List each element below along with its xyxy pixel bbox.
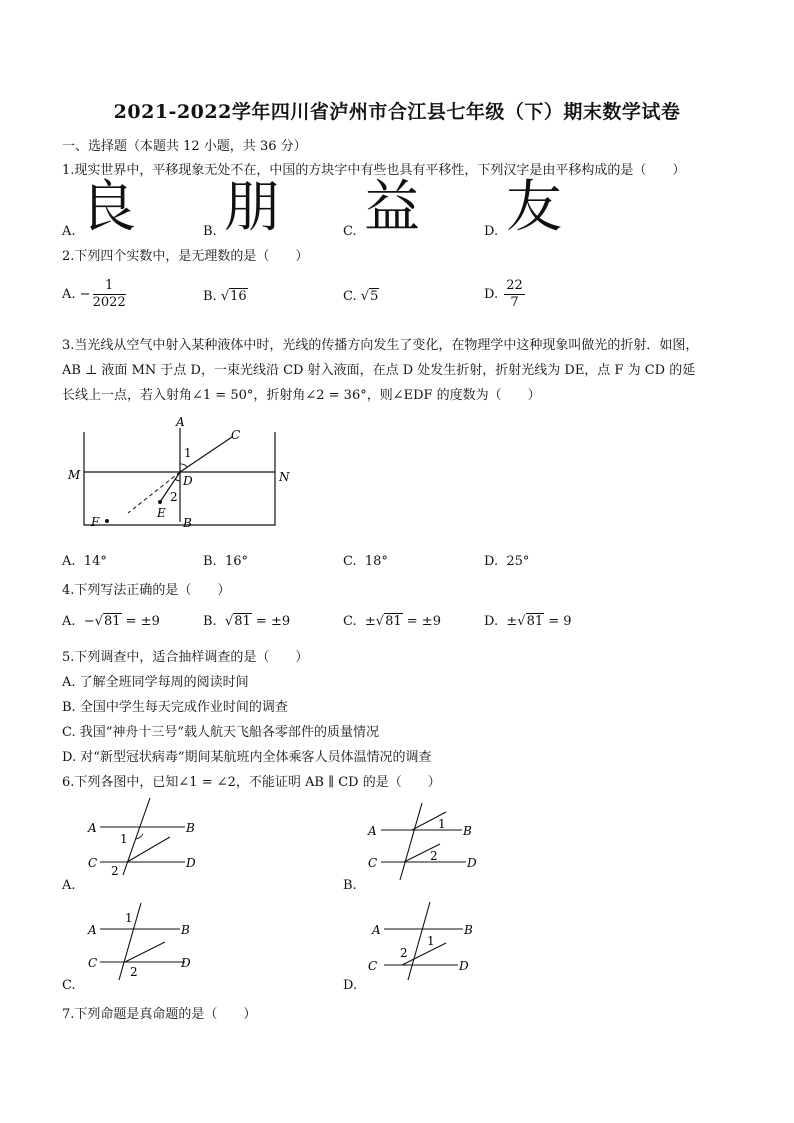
refraction-figure	[60, 410, 300, 540]
q5-option-c: C. 我国“神舟十三号”载人航天飞船各零部件的质量情况	[62, 725, 380, 740]
q4-option-b-label: B.	[203, 614, 217, 629]
q4-option-b	[203, 614, 290, 629]
question-7-stem: 7.下列命题是真命题的是（ ）	[62, 1007, 257, 1022]
q3-option-c-text: 18°	[364, 554, 388, 569]
q2-d-denominator: 7	[510, 295, 519, 310]
q1-option-a-char: 良	[80, 175, 136, 240]
fig-c-label-2: 2	[130, 965, 138, 979]
question-1-stem: 1.现实世界中，平移现象无处不在，中国的方块字中有些也具有平移性，下列汉字是由平移构成的是（ ）	[62, 163, 686, 178]
q5-option-b: B. 全国中学生每天完成作业时间的调查	[62, 700, 288, 715]
section-heading: 一、选择题（本题共 12 小题，共 36 分）	[62, 139, 307, 154]
q6-option-b-label: B.	[343, 878, 357, 893]
fig-a-label-b: B	[186, 821, 195, 835]
label-d: D	[183, 474, 193, 488]
q3-option-b-text: 16°	[224, 554, 248, 569]
q4-d-radicand: 81	[526, 614, 544, 629]
label-b: B	[183, 516, 192, 530]
angle-2-arc	[175, 479, 180, 481]
q2-option-b-sqrt: √16	[220, 289, 247, 304]
q2-option-b-label: B.	[203, 289, 217, 304]
q4-option-d	[484, 614, 572, 629]
fig-d-label-c: C	[368, 959, 378, 973]
q2-option-a-fraction	[93, 278, 126, 311]
fig-a-label-1: 1	[120, 832, 128, 846]
q3-option-c	[343, 554, 388, 569]
q2-option-d-fraction	[504, 278, 525, 311]
q3-option-d-text: 25°	[506, 554, 530, 569]
point-f	[105, 519, 109, 523]
fig-c-label-b: B	[181, 923, 190, 937]
q4-option-a-prefix: −	[83, 614, 95, 629]
q2-option-c-label: C.	[343, 289, 357, 304]
fig-b-label-2: 2	[430, 849, 438, 863]
q4-option-c	[343, 614, 441, 629]
page-title: 2021-2022学年四川省泸州市合江县七年级（下）期末数学试卷	[113, 101, 681, 123]
angle-1-arc	[180, 464, 187, 467]
slanted-line	[125, 942, 165, 962]
q1-option-d-char: 友	[506, 175, 562, 240]
fig-d-label-a: A	[372, 923, 381, 937]
slanted-line	[127, 837, 170, 862]
q2-a-numerator: 1	[93, 278, 126, 295]
q4-a-radicand: 81	[104, 614, 121, 629]
q2-option-c-sqrt: √5	[360, 289, 379, 304]
q4-option-d-sqrt: √81	[517, 614, 544, 629]
q4-option-c-rhs: = ±9	[402, 614, 441, 629]
q6-option-a-label: A.	[62, 878, 76, 893]
q4-option-a-label: A.	[62, 614, 76, 629]
q1-option-b-label: B.	[203, 224, 217, 239]
question-2-stem: 2.下列四个实数中，是无理数的是（ ）	[62, 249, 309, 264]
q6-option-d-label: D.	[343, 978, 358, 993]
q4-option-d-label: D.	[484, 614, 499, 629]
q2-b-radicand: 16	[230, 289, 247, 304]
q4-option-a-rhs: = ±9	[121, 614, 160, 629]
q3-option-c-label: C.	[343, 554, 357, 569]
fig-b-label-1: 1	[438, 817, 446, 831]
q4-b-radicand: 81	[234, 614, 251, 629]
q2-a-denominator: 2022	[92, 295, 126, 310]
q6-figure-c	[85, 898, 215, 983]
point-e	[158, 500, 162, 504]
fig-b-label-d: D	[467, 856, 477, 870]
transversal	[400, 803, 422, 880]
fig-c-label-d: D	[181, 956, 191, 970]
q2-option-a-label: A.	[62, 287, 76, 302]
q6-figure-a	[85, 795, 215, 880]
q2-c-radicand: 5	[370, 289, 379, 304]
q3-option-a-label: A.	[62, 554, 76, 569]
q6-figure-b	[366, 800, 496, 885]
label-a: A	[176, 415, 185, 429]
q3-option-b-label: B.	[203, 554, 217, 569]
q1-option-d-label: D.	[484, 224, 499, 239]
q5-option-d: D. 对“新型冠状病毒”期间某航班内全体乘客人员体温情况的调查	[62, 750, 432, 765]
q4-option-b-sqrt: √81	[224, 614, 251, 629]
q3-option-a	[62, 554, 107, 569]
q5-option-a: A. 了解全班同学每周的阅读时间	[62, 675, 249, 690]
q6-option-c-label: C.	[62, 978, 76, 993]
q2-option-a	[62, 278, 128, 311]
fig-d-label-1: 1	[427, 934, 435, 948]
question-6-stem: 6.下列各图中，已知∠1 = ∠2，不能证明 AB ∥ CD 的是（ ）	[62, 775, 441, 790]
question-3-line-1: 3.当光线从空气中射入某种液体中时，光线的传播方向发生了变化，在物理学中这种现象叫做光的折射．如图，	[62, 338, 699, 353]
q1-option-b-char: 朋	[224, 175, 280, 240]
fig-b-label-a: A	[368, 824, 377, 838]
q1-option-a-label: A.	[62, 224, 76, 239]
fig-b-label-c: C	[368, 856, 378, 870]
fig-a-label-c: C	[88, 856, 98, 870]
label-m: M	[68, 468, 81, 482]
q6-figure-d	[366, 898, 496, 983]
q3-option-d	[484, 554, 529, 569]
q3-option-b	[203, 554, 248, 569]
q3-option-d-label: D.	[484, 554, 499, 569]
q2-option-d	[484, 278, 527, 311]
question-3-line-2: AB ⊥ 液面 MN 于点 D，一束光线沿 CD 射入液面，在点 D 处发生折射，折射光线为 DE，点 F 为 CD 的延	[62, 363, 696, 378]
q4-option-c-sqrt: √81	[375, 614, 402, 629]
fig-c-label-c: C	[88, 956, 98, 970]
fig-c-label-1: 1	[125, 911, 133, 925]
q2-option-d-label: D.	[484, 287, 499, 302]
label-e: E	[157, 506, 166, 520]
q4-c-radicand: 81	[385, 614, 402, 629]
q2-option-c	[343, 289, 379, 304]
fig-b-label-b: B	[463, 824, 472, 838]
fig-a-label-2: 2	[111, 864, 119, 878]
q1-option-c-char: 益	[364, 175, 420, 240]
question-4-stem: 4.下列写法正确的是（ ）	[62, 583, 231, 598]
fig-d-label-d: D	[459, 959, 469, 973]
label-2: 2	[170, 490, 178, 504]
q4-option-a-sqrt: √81	[94, 614, 121, 629]
fig-d-label-2: 2	[400, 946, 408, 960]
question-5-stem: 5.下列调查中，适合抽样调查的是（ ）	[62, 650, 309, 665]
q4-option-c-prefix: ±	[364, 614, 376, 629]
q4-option-d-prefix: ±	[506, 614, 518, 629]
q2-option-b	[203, 289, 248, 304]
q2-option-a-sign: −	[79, 287, 91, 302]
q4-option-c-label: C.	[343, 614, 357, 629]
q3-option-a-text: 14°	[83, 554, 107, 569]
label-n: N	[279, 470, 290, 484]
fig-d-label-b: B	[464, 923, 473, 937]
fig-a-label-d: D	[186, 856, 196, 870]
q2-d-numerator: 22	[506, 278, 523, 293]
label-c: C	[231, 428, 241, 442]
label-1: 1	[184, 446, 192, 460]
label-f: F	[91, 515, 100, 529]
q4-option-b-rhs: = ±9	[251, 614, 291, 629]
fig-c-label-a: A	[88, 923, 97, 937]
fig-a-label-a: A	[88, 821, 97, 835]
slanted-line	[402, 943, 446, 965]
q1-option-c-label: C.	[343, 224, 357, 239]
question-3-line-3: 长线上一点，若入射角∠1 = 50°，折射角∠2 = 36°，则∠EDF 的度数为（ ）	[62, 388, 541, 403]
q4-option-a	[62, 614, 160, 629]
q4-option-d-rhs: = 9	[544, 614, 572, 629]
